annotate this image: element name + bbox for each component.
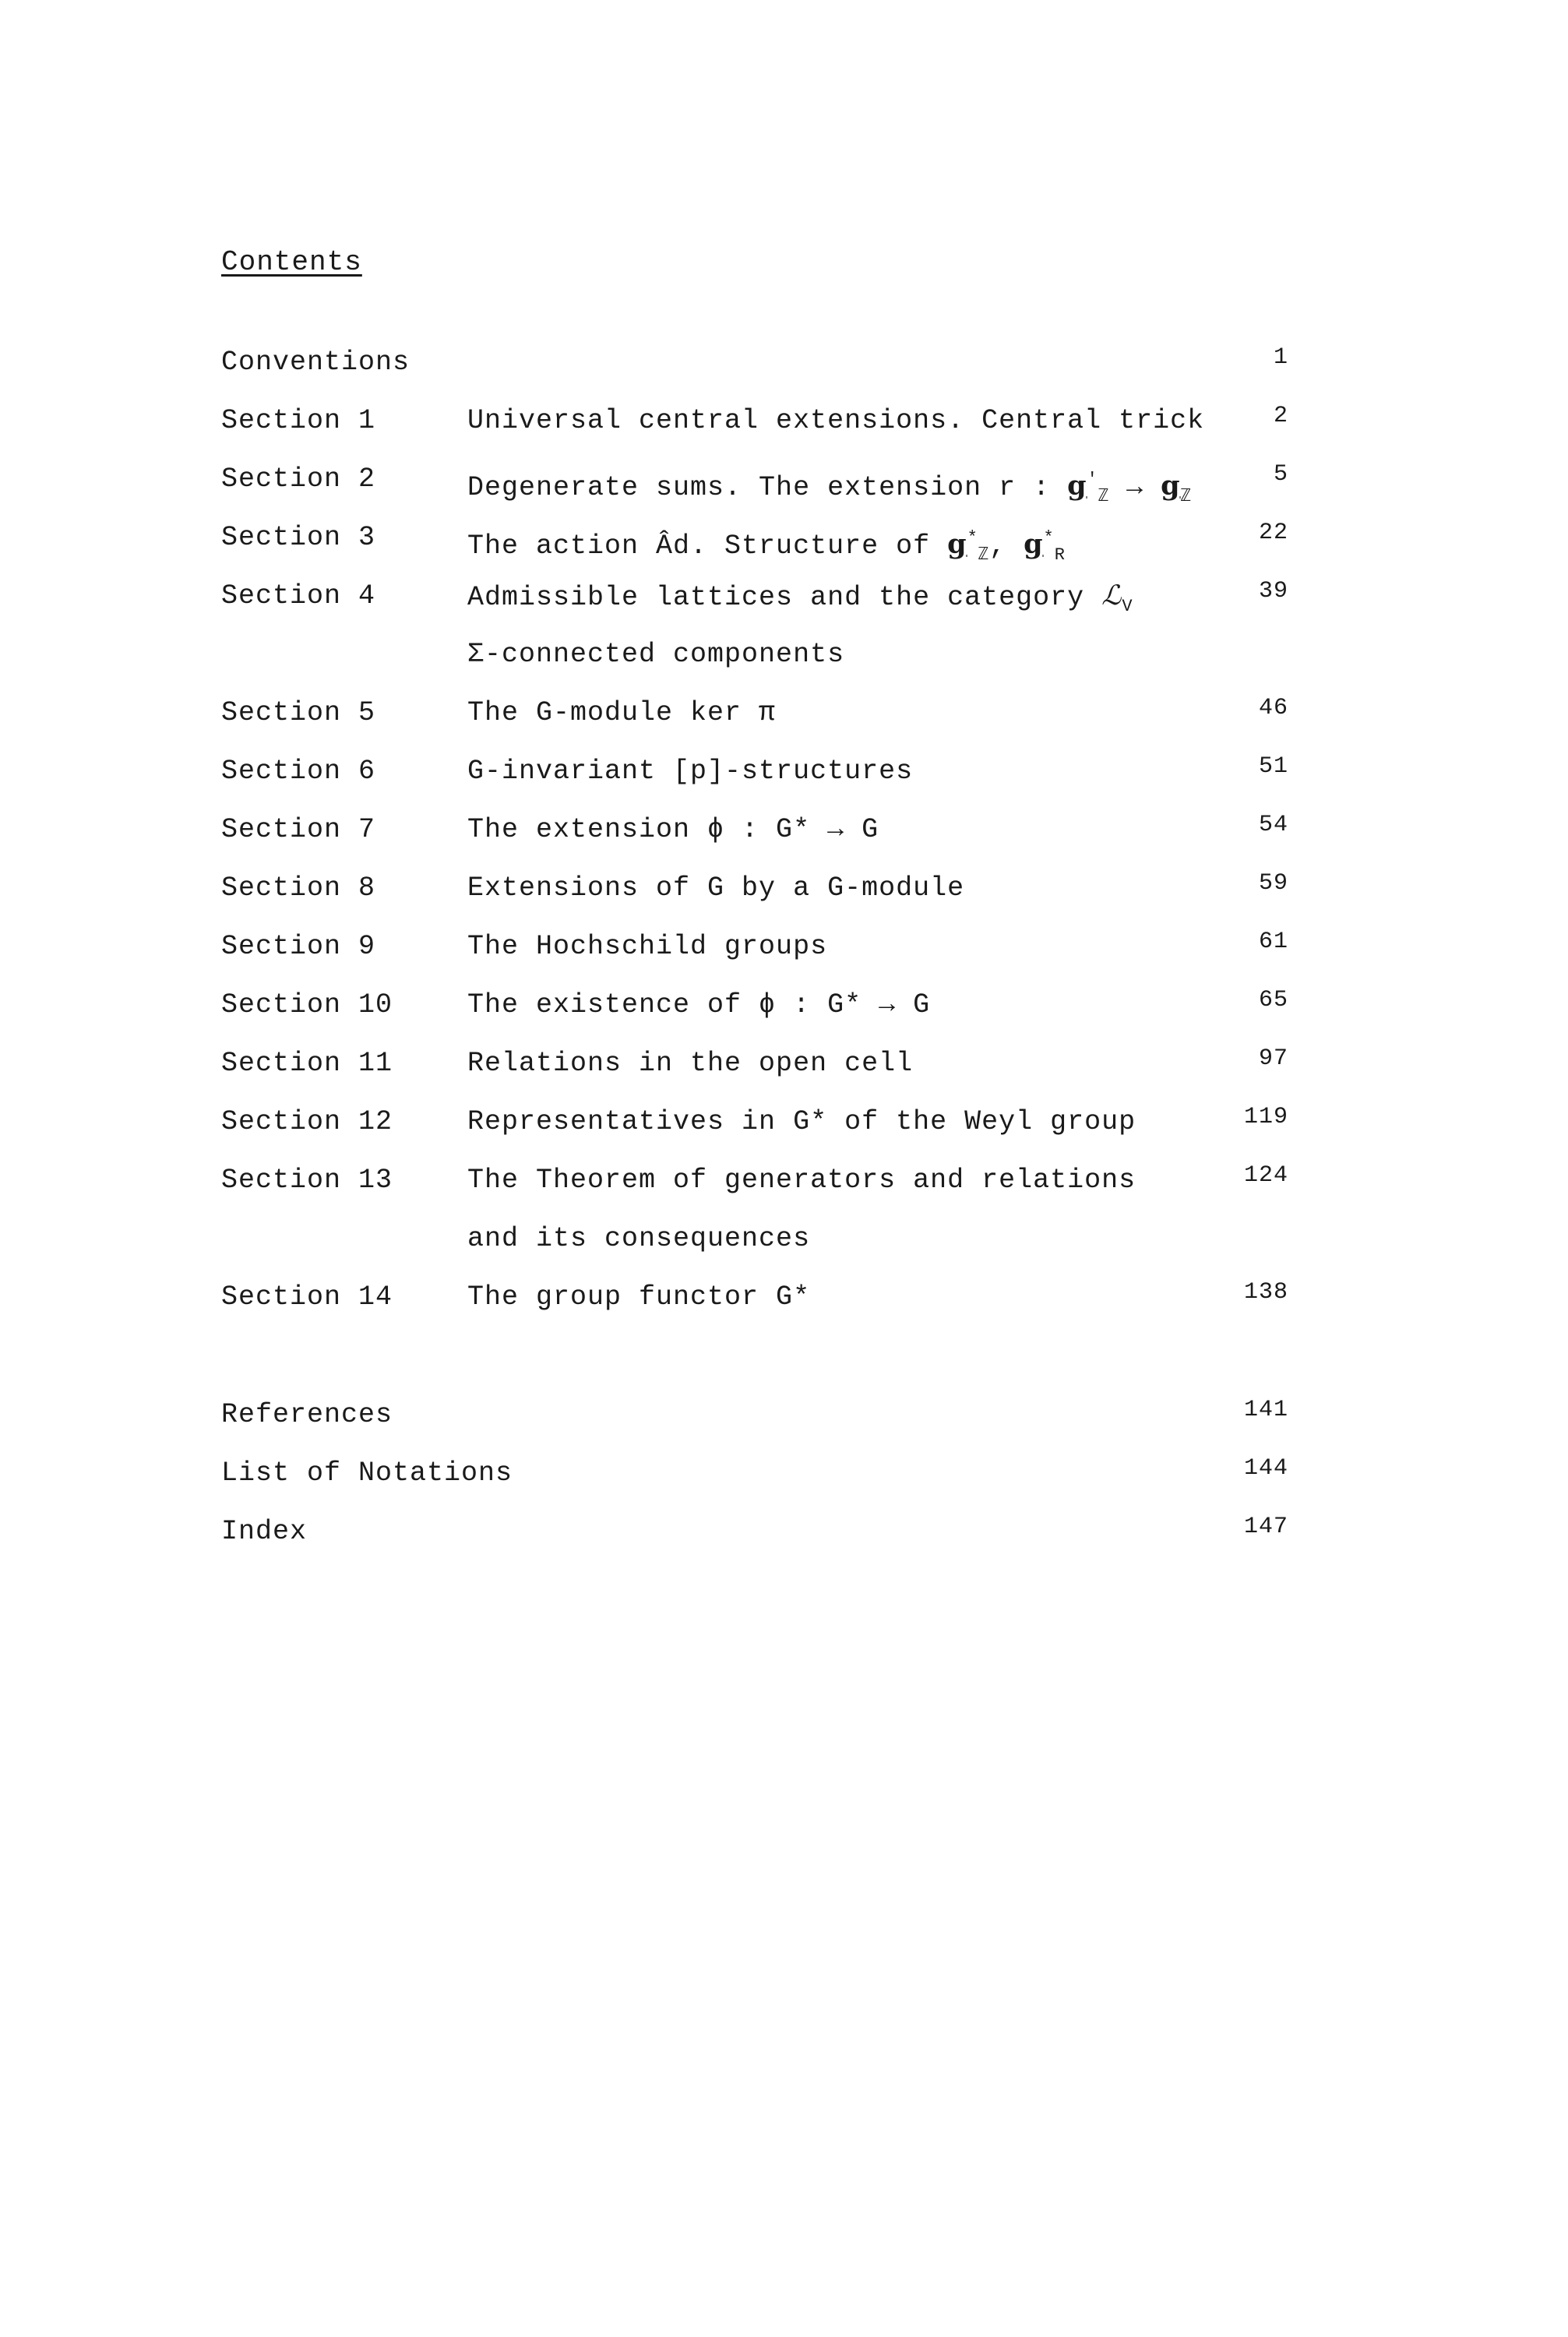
arrow-symbol: →	[1109, 472, 1161, 503]
math-subscript: ℤ	[978, 545, 990, 565]
toc-label: References	[221, 1399, 393, 1430]
toc-page-number: 144	[1243, 1455, 1288, 1482]
toc-label: Section 10	[221, 989, 393, 1020]
toc-label: Section 8	[221, 872, 376, 904]
toc-label: Conventions	[221, 347, 410, 378]
toc-label: Section 14	[221, 1281, 393, 1313]
math-subscript: ℤ	[1098, 487, 1110, 506]
math-superscript: *	[967, 528, 978, 548]
toc-entry-section-4-continued	[221, 626, 1312, 684]
toc-label: Section 13	[221, 1165, 393, 1196]
toc-label: Section 1	[221, 405, 376, 436]
math-symbol: g	[1161, 470, 1181, 502]
toc-label: Section 7	[221, 814, 376, 845]
toc-page-number: 124	[1243, 1162, 1288, 1189]
toc-title: The existence of ϕ : G* → G	[467, 989, 931, 1020]
toc-page-number: 2	[1273, 403, 1288, 429]
math-subscript: V	[1122, 597, 1133, 616]
toc-label: Section 11	[221, 1048, 393, 1079]
toc-page-number: 39	[1258, 578, 1288, 605]
math-superscript: '	[1087, 470, 1098, 489]
toc-entry-section-7[interactable]	[221, 801, 1312, 859]
toc-entry-conventions[interactable]	[221, 333, 1312, 392]
toc-page-number: 5	[1273, 461, 1288, 488]
toc-entry-section-9[interactable]	[221, 918, 1312, 976]
toc-label: Index	[221, 1516, 308, 1547]
toc-page-number: 61	[1258, 929, 1288, 955]
math-symbol: g	[1024, 528, 1044, 560]
toc-title-line2: Σ-connected components	[467, 639, 845, 670]
toc-page-number: 138	[1243, 1279, 1288, 1306]
toc-label: Section 9	[221, 931, 376, 962]
page-title: Contents	[221, 246, 362, 278]
toc-entry-section-14[interactable]	[221, 1268, 1312, 1327]
toc-title: The G-module ker π	[467, 697, 777, 728]
toc-title: The group functor G*	[467, 1281, 811, 1313]
math-symbol: g	[947, 528, 967, 560]
toc-title: G-invariant [p]-structures	[467, 756, 914, 787]
math-subscript: ℤ	[1180, 487, 1192, 506]
toc-page-number: 119	[1243, 1104, 1288, 1130]
toc-page-number: 22	[1258, 520, 1288, 546]
toc-label: Section 6	[221, 756, 376, 787]
toc-spacer	[221, 1327, 1312, 1386]
math-symbol: g	[1067, 470, 1087, 502]
script-symbol: ℒ	[1101, 580, 1122, 612]
toc-label: Section 5	[221, 697, 376, 728]
toc-page-number: 59	[1258, 870, 1288, 897]
toc-entry-section-1[interactable]	[221, 392, 1312, 450]
toc-page-number: 51	[1258, 753, 1288, 780]
toc-title-line2: and its consequences	[467, 1223, 811, 1254]
toc-entry-section-4[interactable]	[221, 567, 1312, 626]
toc-entry-section-2[interactable]	[221, 450, 1312, 509]
toc-title-text: The action Âd. Structure of	[467, 530, 948, 562]
toc-title: The Theorem of generators and relations	[467, 1165, 1136, 1196]
toc-page-number: 147	[1243, 1514, 1288, 1540]
toc-label: Section 12	[221, 1106, 393, 1137]
toc-label: List of Notations	[221, 1458, 513, 1489]
toc-entry-references[interactable]	[221, 1386, 1312, 1444]
math-superscript: *	[1043, 528, 1055, 548]
table-of-contents	[221, 333, 1312, 1561]
toc-entry-section-8[interactable]	[221, 859, 1312, 918]
toc-entry-section-5[interactable]	[221, 684, 1312, 742]
toc-page-number: 141	[1243, 1397, 1288, 1423]
toc-entry-section-11[interactable]	[221, 1035, 1312, 1093]
toc-entry-section-12[interactable]	[221, 1093, 1312, 1151]
toc-page-number: 1	[1273, 344, 1288, 371]
toc-page-number: 46	[1258, 695, 1288, 721]
toc-entry-section-3[interactable]	[221, 509, 1312, 567]
toc-entry-section-10[interactable]	[221, 976, 1312, 1035]
math-subscript: R	[1054, 545, 1066, 565]
separator: ,	[989, 530, 1024, 562]
toc-title: The Hochschild groups	[467, 931, 828, 962]
toc-title: The extension ϕ : G* → G	[467, 814, 879, 845]
toc-title-text: Degenerate sums. The extension r :	[467, 472, 1068, 503]
toc-title: Representatives in G* of the Weyl group	[467, 1106, 1136, 1137]
toc-title: Extensions of G by a G-module	[467, 872, 965, 904]
toc-title: Relations in the open cell	[467, 1048, 914, 1079]
toc-label: Section 2	[221, 464, 376, 495]
toc-entry-section-13[interactable]	[221, 1151, 1312, 1210]
toc-title-text: Admissible lattices and the category	[467, 582, 1102, 613]
toc-title: Universal central extensions. Central trick	[467, 405, 1205, 436]
toc-label: Section 3	[221, 522, 376, 553]
toc-page-number: 54	[1258, 812, 1288, 838]
toc-entry-section-6[interactable]	[221, 742, 1312, 801]
toc-entry-index[interactable]	[221, 1503, 1312, 1561]
toc-page-number: 97	[1258, 1045, 1288, 1072]
toc-entry-section-13-continued	[221, 1210, 1312, 1268]
toc-label: Section 4	[221, 580, 376, 612]
toc-page-number: 65	[1258, 987, 1288, 1013]
toc-entry-list-of-notations[interactable]	[221, 1444, 1312, 1503]
